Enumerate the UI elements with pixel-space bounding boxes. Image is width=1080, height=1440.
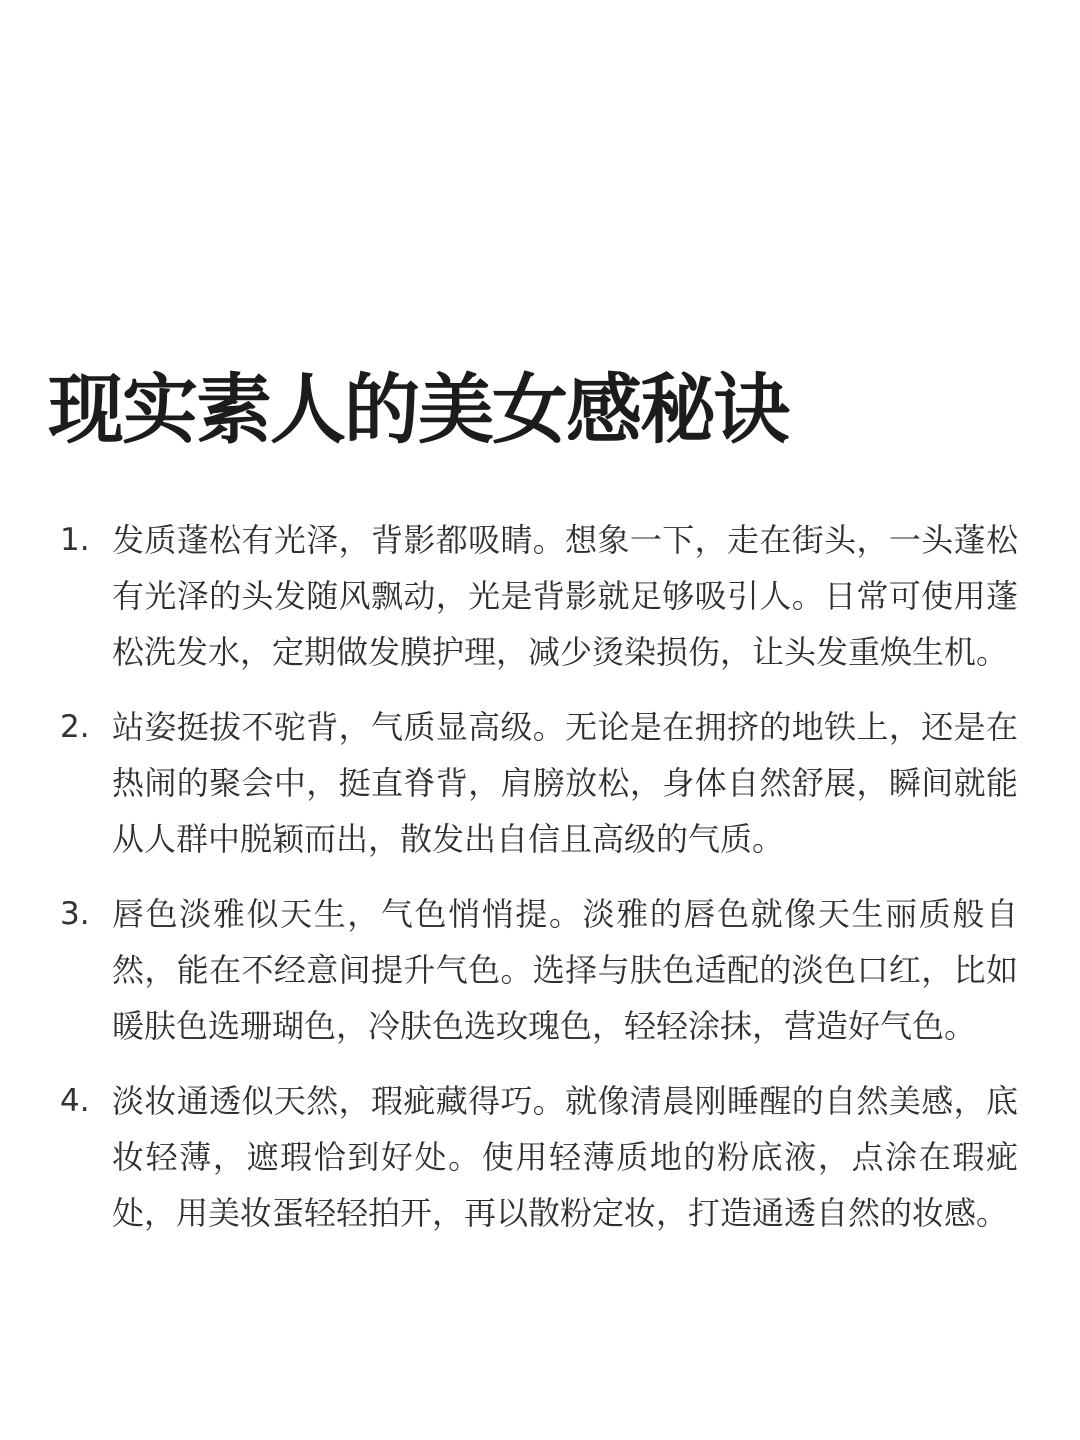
list-item-text: 淡妆通透似天然，瑕疵藏得巧。就像清晨刚睡醒的自然美感，底妆轻薄，遮瑕恰到好处。使用轻薄质地的粉底液，点涂在瑕疵处，用美妆蛋轻轻拍开，再以散粉定妆，打造通透自然的妆感。 [112,1082,1018,1232]
list-item-text: 发质蓬松有光泽，背影都吸睛。想象一下，走在街头，一头蓬松有光泽的头发随风飘动，光是背影就足够吸引人。日常可使用蓬松洗发水，定期做发膜护理，减少烫染损伤，让头发重焕生机。 [112,521,1018,671]
list-item [58,699,1018,867]
list-item-text: 站姿挺拔不驼背，气质显高级。无论是在拥挤的地铁上，还是在热闹的聚会中，挺直脊背，肩膀放松，身体自然舒展，瞬间就能从人群中脱颖而出，散发出自信且高级的气质。 [112,708,1018,858]
list-item-number: 4. [60,1083,90,1119]
list-item-number: 3. [60,896,90,932]
page-title: 现实素人的美女感秘诀 [48,365,788,454]
tips-list [58,512,1018,1260]
list-item [58,886,1018,1054]
list-item-number: 2. [60,709,90,745]
list-item-number: 1. [60,522,90,558]
list-item-text: 唇色淡雅似天生，气色悄悄提。淡雅的唇色就像天生丽质般自然，能在不经意间提升气色。选择与肤色适配的淡色口红，比如暖肤色选珊瑚色，冷肤色选玫瑰色，轻轻涂抹，营造好气色。 [112,895,1018,1045]
list-item [58,512,1018,680]
list-item [58,1073,1018,1241]
